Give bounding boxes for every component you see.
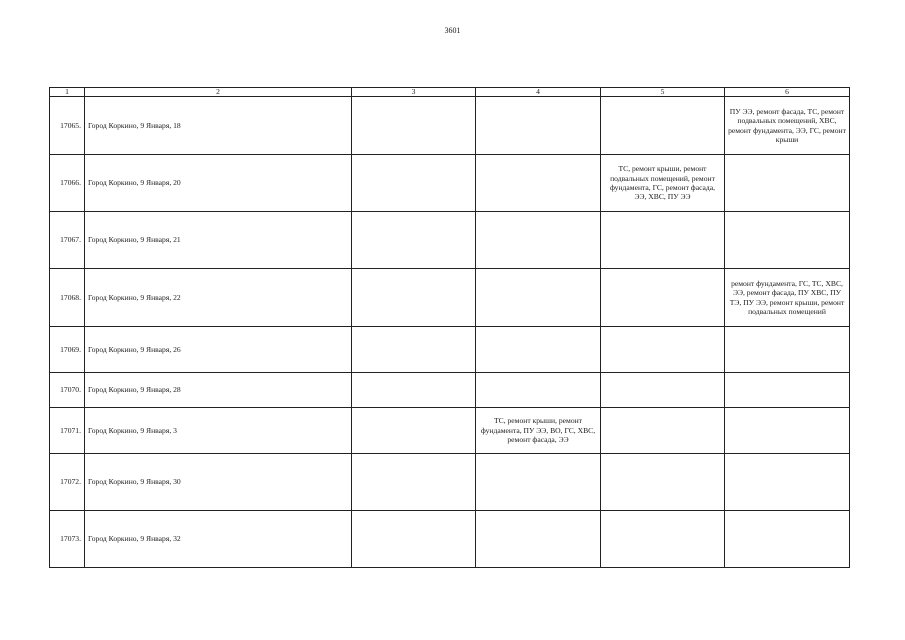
row-col5 — [601, 327, 725, 373]
row-col6 — [725, 155, 850, 212]
row-col4 — [476, 327, 601, 373]
row-col3 — [352, 511, 476, 568]
row-col5 — [601, 454, 725, 511]
row-col4: ТС, ремонт крыши, ремонт фундамента, ПУ ЭЭ, ВО, ГС, ХВС, ремонт фасада, ЭЭ — [476, 408, 601, 454]
row-col6 — [725, 511, 850, 568]
row-col6 — [725, 408, 850, 454]
row-col3 — [352, 97, 476, 155]
row-col3 — [352, 155, 476, 212]
table-row — [50, 373, 850, 408]
row-col6 — [725, 212, 850, 269]
table-row — [50, 408, 850, 454]
table-row — [50, 212, 850, 269]
row-col6: ПУ ЭЭ, ремонт фасада, ТС, ремонт подвальных помещений, ХВС, ремонт фундамента, ЭЭ, ГС, ремонт крыши — [725, 97, 850, 155]
row-col4 — [476, 212, 601, 269]
column-header-5: 5 — [601, 88, 725, 97]
row-address: Город Коркино, 9 Января, 21 — [85, 212, 352, 269]
row-address: Город Коркино, 9 Января, 20 — [85, 155, 352, 212]
row-address: Город Коркино, 9 Января, 18 — [85, 97, 352, 155]
row-address: Город Коркино, 9 Января, 28 — [85, 373, 352, 408]
table-row — [50, 511, 850, 568]
row-address: Город Коркино, 9 Января, 3 — [85, 408, 352, 454]
row-col4 — [476, 373, 601, 408]
table-row — [50, 269, 850, 327]
row-col6 — [725, 327, 850, 373]
table-row — [50, 97, 850, 155]
row-col3 — [352, 408, 476, 454]
row-col4 — [476, 511, 601, 568]
row-number: 17067. — [50, 212, 85, 269]
row-col5: ТС, ремонт крыши, ремонт подвальных помещений, ремонт фундамента, ГС, ремонт фасада, ЭЭ, ХВС, ПУ ЭЭ — [601, 155, 725, 212]
table-row — [50, 327, 850, 373]
row-address: Город Коркино, 9 Января, 30 — [85, 454, 352, 511]
row-number: 17068. — [50, 269, 85, 327]
column-header-6: 6 — [725, 88, 850, 97]
row-number: 17065. — [50, 97, 85, 155]
page-number: 3601 — [444, 26, 461, 35]
row-address: Город Коркино, 9 Января, 32 — [85, 511, 352, 568]
row-col5 — [601, 212, 725, 269]
row-col3 — [352, 212, 476, 269]
row-col6: ремонт фундамента, ГС, ТС, ХВС, ЭЭ, ремонт фасада, ПУ ХВС, ПУ ТЭ, ПУ ЭЭ, ремонт крыши, ремонт подвальных помещений — [725, 269, 850, 327]
row-number: 17071. — [50, 408, 85, 454]
row-col6 — [725, 454, 850, 511]
row-col3 — [352, 327, 476, 373]
row-col4 — [476, 454, 601, 511]
row-col4 — [476, 269, 601, 327]
row-col5 — [601, 97, 725, 155]
column-header-1: 1 — [50, 88, 85, 97]
registry-table — [49, 87, 850, 568]
row-col4 — [476, 155, 601, 212]
column-header-2: 2 — [85, 88, 352, 97]
row-col5 — [601, 408, 725, 454]
row-col3 — [352, 269, 476, 327]
table-row — [50, 155, 850, 212]
row-col3 — [352, 454, 476, 511]
row-number: 17073. — [50, 511, 85, 568]
row-address: Город Коркино, 9 Января, 26 — [85, 327, 352, 373]
row-col3 — [352, 373, 476, 408]
row-number: 17066. — [50, 155, 85, 212]
row-col5 — [601, 511, 725, 568]
row-col5 — [601, 373, 725, 408]
column-header-row — [50, 88, 850, 97]
row-number: 17072. — [50, 454, 85, 511]
row-col5 — [601, 269, 725, 327]
row-address: Город Коркино, 9 Января, 22 — [85, 269, 352, 327]
column-header-4: 4 — [476, 88, 601, 97]
row-number: 17070. — [50, 373, 85, 408]
row-col4 — [476, 97, 601, 155]
row-col6 — [725, 373, 850, 408]
column-header-3: 3 — [352, 88, 476, 97]
row-number: 17069. — [50, 327, 85, 373]
table-row — [50, 454, 850, 511]
